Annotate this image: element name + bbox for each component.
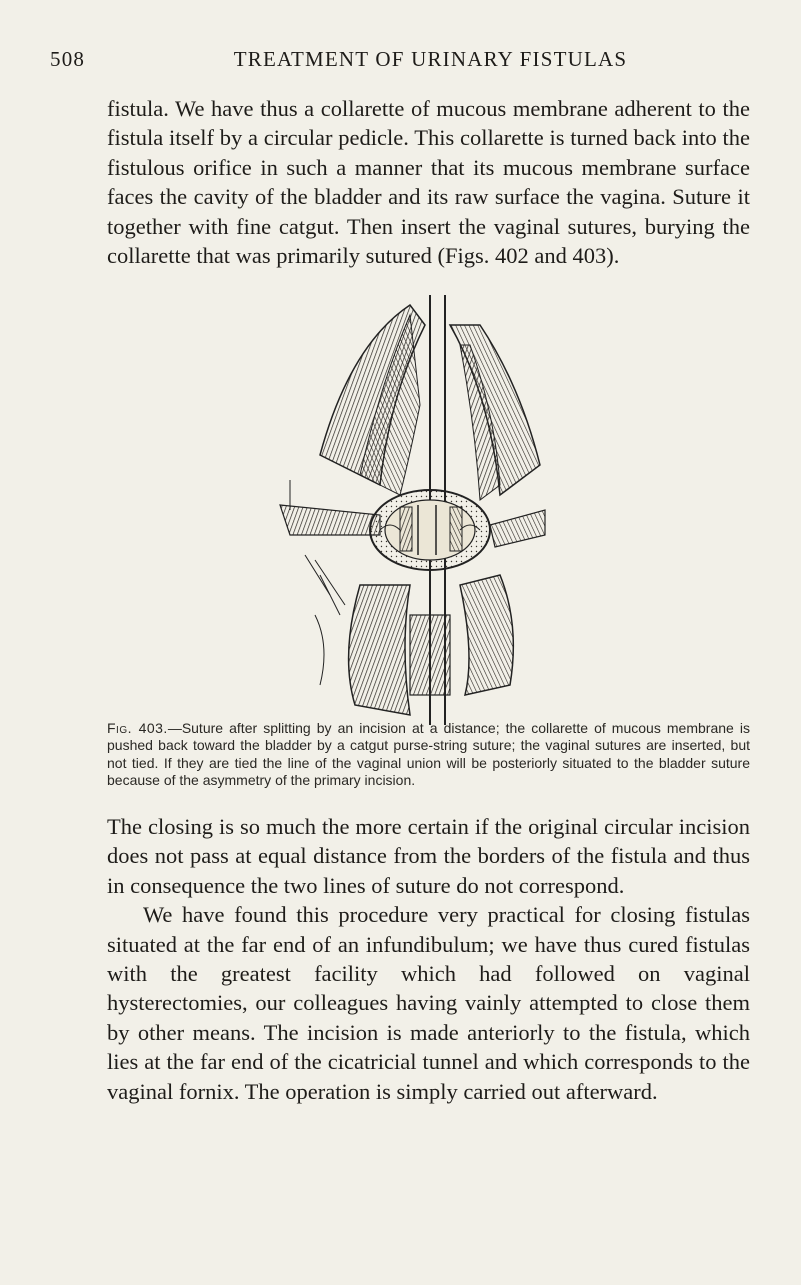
caption-text: —Suture after splitting by an incision at a distance; the collarette of mucous membrane is pushed back toward the bladder by a catgut purse-string suture; the vaginal sutures are inserted, but not tied. If they are tied the line of the vaginal union will be posteriorly situated to the bladder suture because of the asymmetry of the primary incision.	[107, 720, 750, 789]
paragraph-text: fistula. We have thus a collarette of mucous membrane adherent to the fistula itself by a circular pedicle. This collarette is turned back into the fistulous orifice in such a manner that its mucous membrane surface faces the cavity of the bladder and its raw surface the vagina. Suture it together with fine catgut. Then insert the vaginal sutures, burying the collarette that was primarily sutured (Figs. 402 and 403).	[107, 96, 750, 269]
figure-403-drawing	[260, 285, 550, 725]
surgical-illustration	[260, 285, 550, 725]
body-paragraph-1	[107, 94, 750, 270]
body-paragraphs-lower	[107, 812, 750, 1106]
running-head: TREATMENT OF URINARY FISTULAS	[233, 47, 628, 71]
page-header	[50, 47, 751, 77]
figure-label: Fig. 403.	[107, 720, 168, 736]
paragraph-text: The closing is so much the more certain if the original circular incision does not pass at equal distance from the borders of the fistula and thus in consequence the two lines of suture do not correspond.	[107, 814, 750, 898]
paragraph-text: We have found this procedure very practical for closing fistulas situated at the far end of an infundibulum; we have thus cured fistulas with the greatest facility which had followed on vaginal hysterectomies, our colleagues having vainly attempted to close them by other means. The incision is made anteriorly to the fistula, which lies at the far end of the cicatricial tunnel and which corresponds to the vaginal fornix. The operation is simply carried out afterward.	[107, 902, 750, 1104]
page-number: 508	[50, 47, 86, 71]
figure-caption	[107, 720, 750, 790]
